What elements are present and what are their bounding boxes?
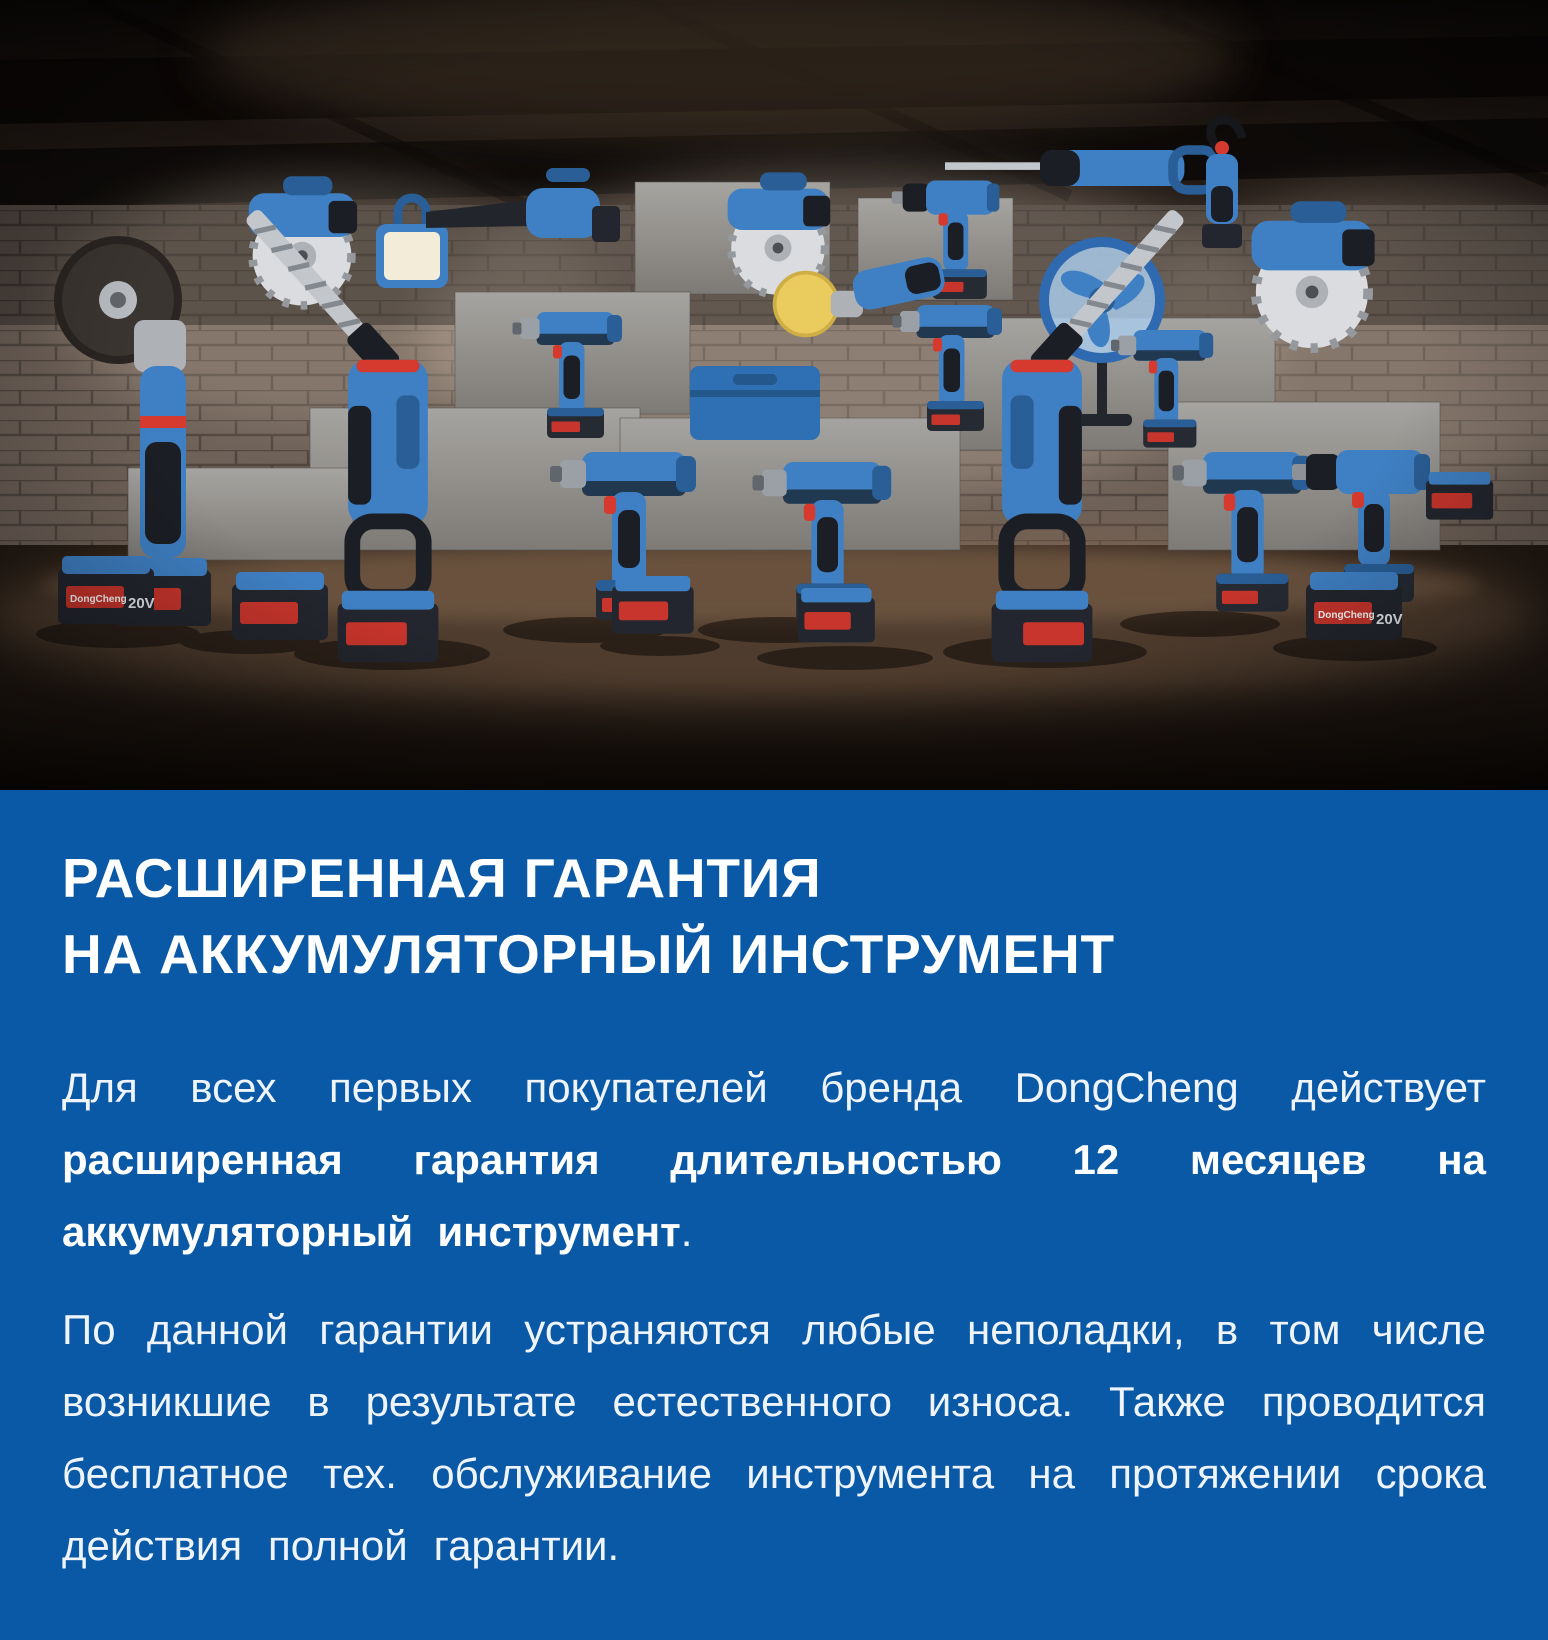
warranty-paragraph-1-bold: расширенная гарантия длительностью 12 месяцев на аккумуляторный инструмент: [62, 1136, 1486, 1255]
hero-photo: [0, 0, 1548, 790]
warranty-title: [62, 840, 1486, 992]
warranty-panel: [0, 790, 1548, 1640]
warranty-paragraph-1-lead: Для всех первых покупателей бренда DongCheng действует: [62, 1064, 1486, 1111]
warranty-paragraph-1-tail: .: [680, 1208, 693, 1255]
warranty-paragraph-1: [62, 1052, 1486, 1268]
warranty-title-line2: НА АККУМУЛЯТОРНЫЙ ИНСТРУМЕНТ: [62, 923, 1115, 985]
warranty-title-line1: РАСШИРЕННАЯ ГАРАНТИЯ: [62, 847, 822, 909]
warranty-paragraph-2: По данной гарантии устраняются любые неполадки, в том числе возникшие в результате естественного износа. Также проводится бесплатное тех. обслуживание инструмента на протяжении срока действия полной гарантии.: [62, 1306, 1486, 1569]
photo-vignette: [0, 0, 1548, 790]
